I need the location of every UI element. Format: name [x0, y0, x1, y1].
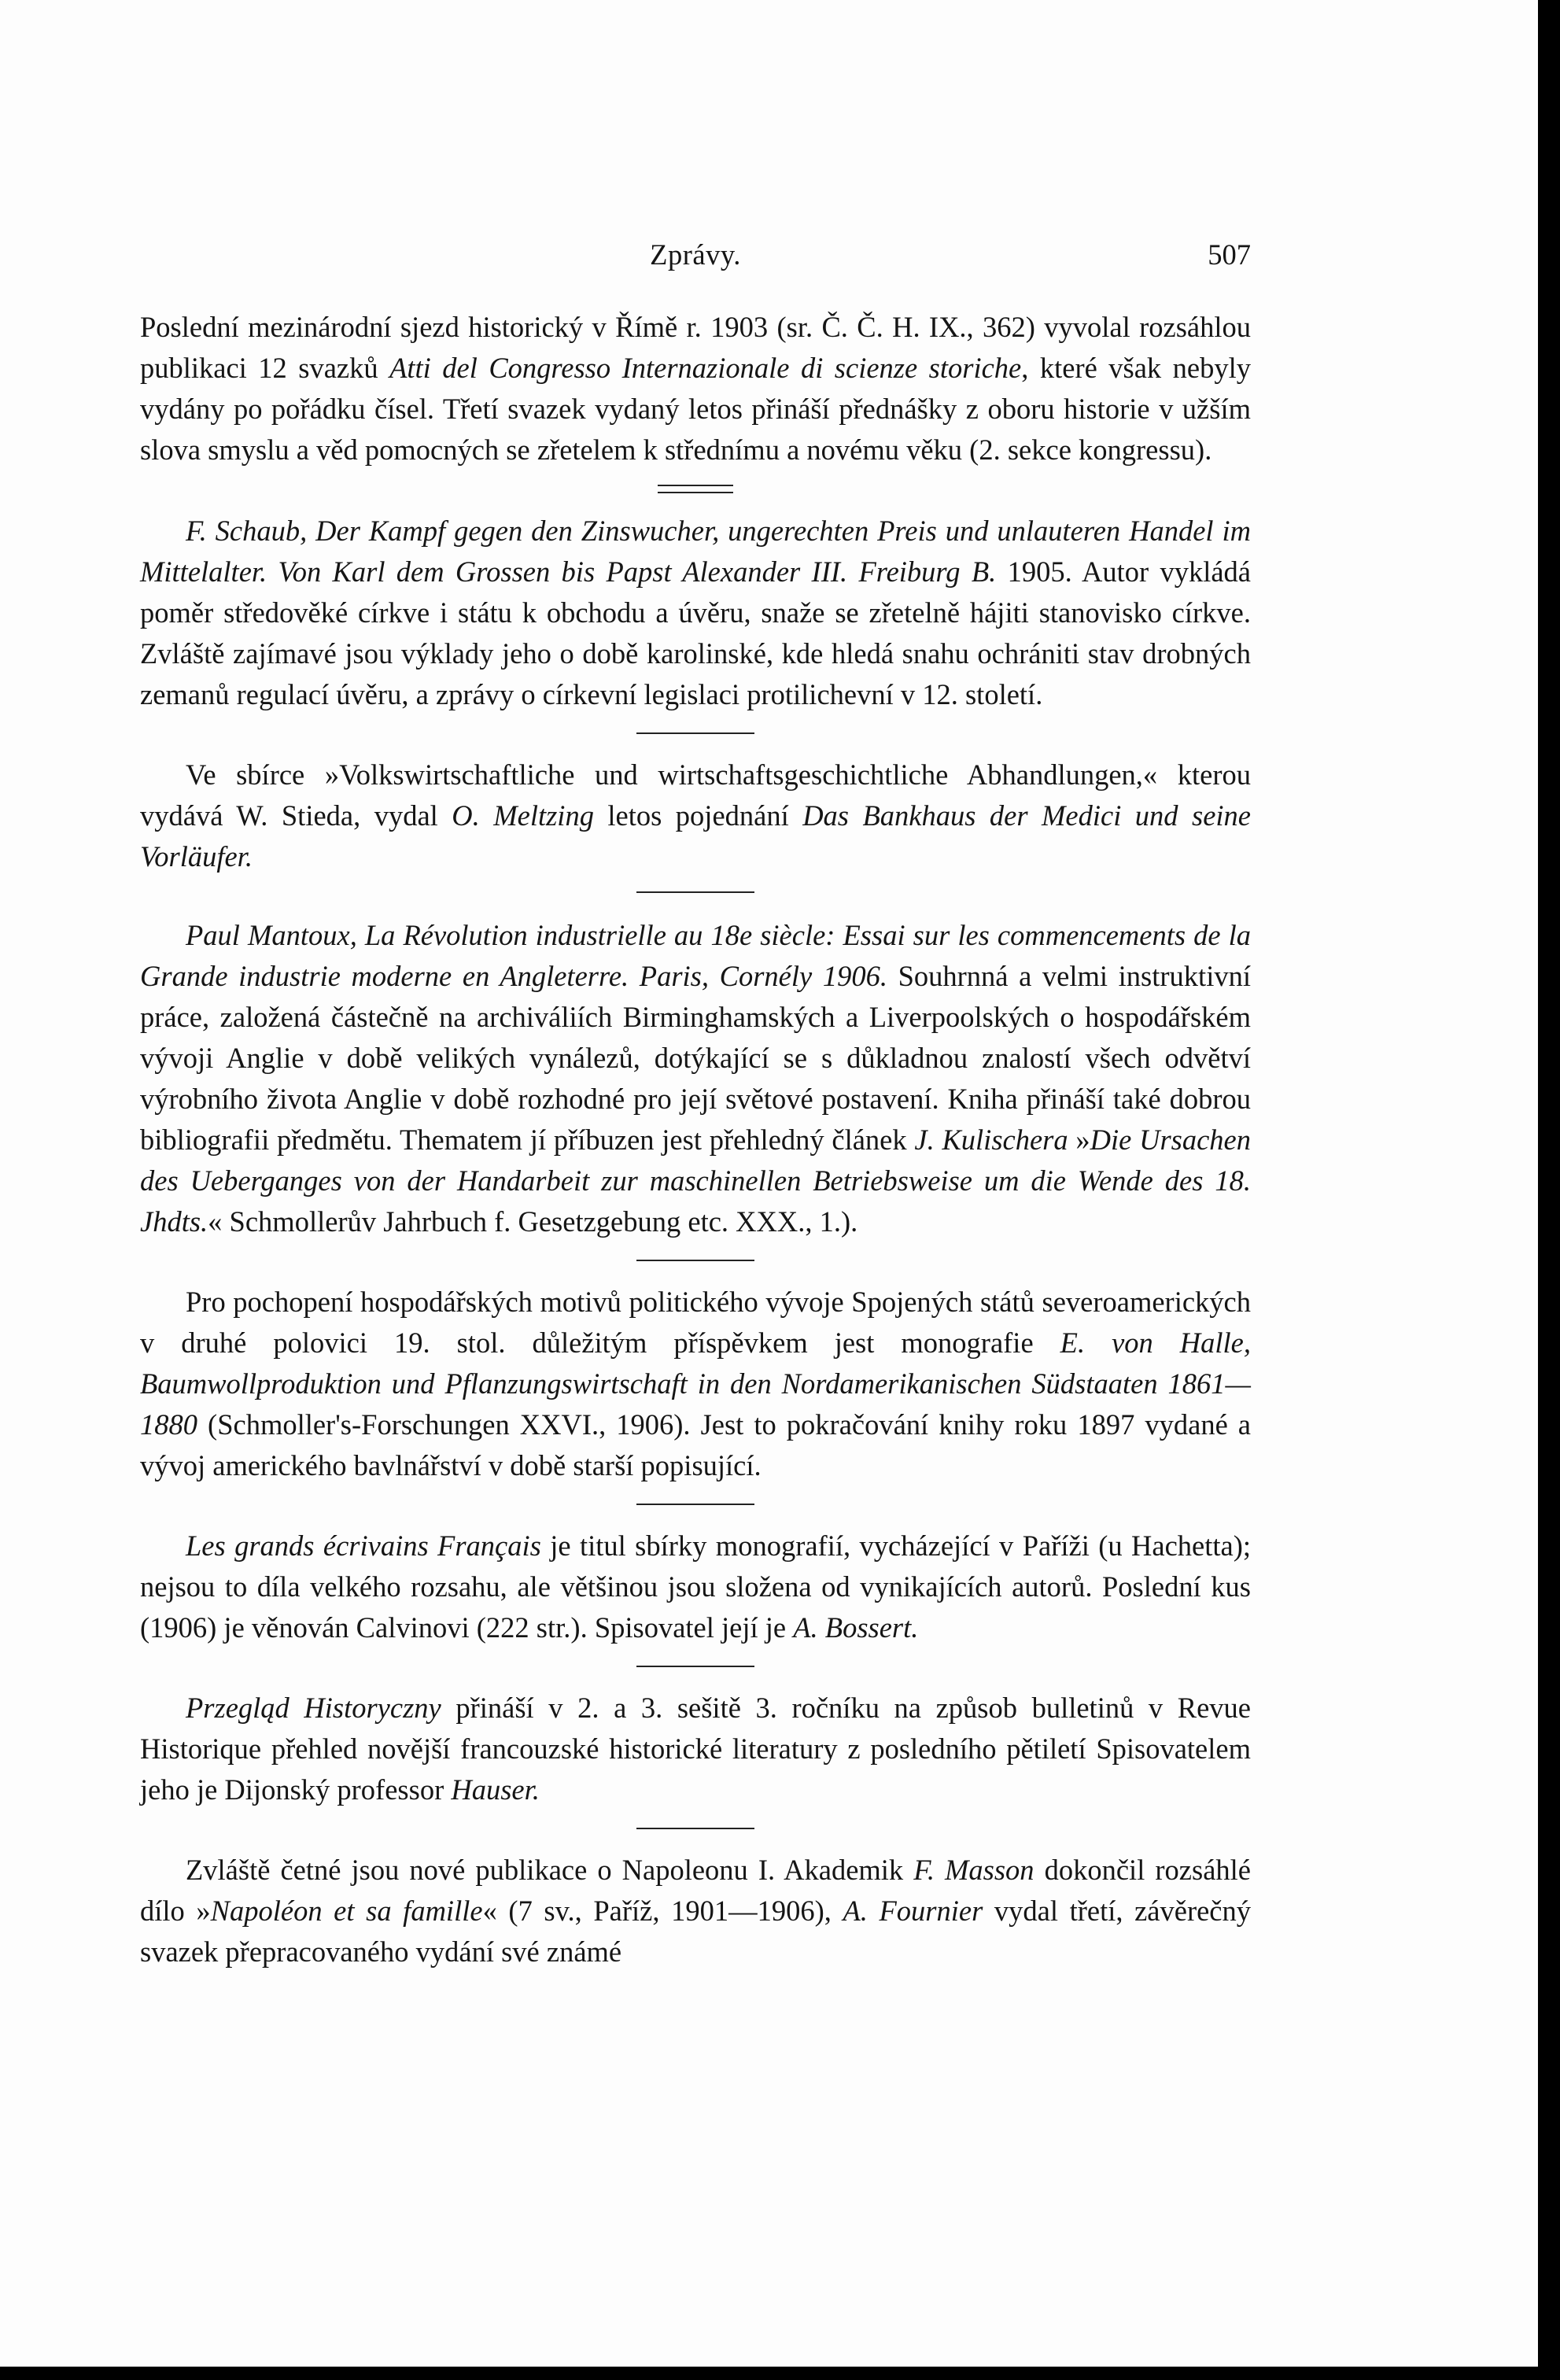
italic-title: Les grands écrivains Français [186, 1529, 541, 1562]
paragraph-napoleon [140, 1850, 1251, 1972]
italic-title: Paul Mantoux, La Révolution industrielle au 18e siècle: Essai sur les commencements de la Grande industrie moderne en Angleterre. Paris, Cornély 1906. [140, 919, 1251, 992]
text-run: dokončil rozsáhlé dílo » [140, 1854, 1251, 1927]
paragraph-schaub [140, 511, 1251, 715]
text-run: Ve sbírce »Volkswirtschaftliche und wirtschaftsgeschichtliche Abhandlungen,« kterou vydává W. Stieda, vydal [140, 758, 1251, 832]
text-run: , které však nebyly vydány po pořádku čísel. Třetí svazek vydaný letos přináší přednášky z oboru historie v užším slova smyslu a věd pomocných se zřetelem k střednímu a novému věku (2. sekce kongressu). [140, 352, 1251, 466]
page-number: 507 [1208, 238, 1251, 271]
paragraph-grands-ecrivains [140, 1526, 1251, 1648]
italic-title: Das Bankhaus der Medici und seine Vorläufer. [140, 799, 1252, 873]
text-run: letos pojednání [593, 799, 803, 832]
italic-author: J. Kulischera [914, 1124, 1068, 1156]
text-run: Souhrnná a velmi instruktivní práce, založená částečně na archiváliích Birminghamských a Liverpoolských o hospodářském vývoji Anglie v době velikých vynálezů, dotýkající se s důkladnou znalostí všech odvětví výrobního života Anglie v době rozhodné pro její světové postavení. Kniha přináší také dobrou bibliografii předmětu. Thematem jí příbuzen jest přehledný článek [140, 960, 1251, 1156]
paragraph-rome-congress [140, 307, 1251, 470]
text-run: « (7 sv., Paříž, 1901—1906), [482, 1895, 843, 1927]
text-run: přináší v 2. a 3. sešitě 3. ročníku na způsob bulletinů v Revue Historique přehled novější francouzské historické literatury z posledního pětiletí Spisovatelem jeho je Dijonský professor [140, 1692, 1252, 1806]
italic-title: E. von Halle, Baumwollproduktion und Pflanzungswirtschaft in den Nordamerikanischen Südstaaten 1861—1880 [140, 1327, 1251, 1441]
text-run: Poslední mezinárodní sjezd historický v Římě r. 1903 (sr. Č. Č. H. IX., 362) vyvolal rozsáhlou publikaci 12 svazků [140, 311, 1251, 384]
separator [636, 732, 754, 734]
page-content [140, 234, 1251, 1972]
italic-author: O. Meltzing [452, 799, 594, 832]
italic-title: Napoléon et sa famille [210, 1895, 483, 1927]
italic-author: A. Bossert. [793, 1611, 919, 1644]
text-run: 1905. Autor vykládá poměr středověké církve i státu k obchodu a úvěru, snaže se zřetelně hájiti stanovisko církve. Zvláště zajímavé jsou výklady jeho o době karolinské, kde hledá snahu ochrániti stav drobných zemanů regulací úvěru, a zprávy o církevní legislaci protilichevní v 12. století. [140, 555, 1252, 710]
separator [636, 1666, 754, 1667]
text-run: vydal třetí, závěrečný svazek přepracovaného vydání své známé [140, 1895, 1252, 1968]
paragraph-mantoux [140, 915, 1251, 1242]
text-run: je titul sbírky monografií, vycházející v Paříži (u Hachetta); nejsou to díla velkého rozsahu, ale většinou jsou složena od vynikajících autorů. Poslední kus (1906) je věnován Calvinovi (222 str.). Spisovatel její je [140, 1529, 1251, 1644]
separator [636, 1828, 754, 1829]
double-separator [658, 485, 733, 493]
paragraph-meltzing [140, 755, 1251, 877]
italic-title: Atti del Congresso Internazionale di scienze storiche [389, 352, 1022, 384]
italic-title: Przegląd Historyczny [186, 1692, 441, 1724]
separator [636, 1504, 754, 1505]
paragraph-przeglad [140, 1688, 1251, 1810]
text-run: » [1068, 1124, 1090, 1156]
text-run: Zvláště četné jsou nové publikace o Napoleonu I. Akademik [186, 1854, 914, 1886]
header-title: Zprávy. [650, 238, 741, 271]
italic-title: Die Ursachen des Ueberganges von der Handarbeit zur maschinellen Betriebsweise um die Wende des 18. Jhdts. [140, 1124, 1252, 1238]
italic-title: F. Schaub, Der Kampf gegen den Zinswucher, ungerechten Preis und unlauteren Handel im Mittelalter. Von Karl dem Grossen bis Papst Alexander III. Freiburg B. [140, 515, 1251, 588]
text-run: Pro pochopení hospodářských motivů politického vývoje Spojených států severoamerických v druhé polovici 19. stol. důležitým příspěvkem jest monografie [140, 1286, 1251, 1359]
italic-author: A. Fournier [843, 1895, 983, 1927]
separator [636, 1260, 754, 1261]
running-header [140, 234, 1251, 274]
paragraph-von-halle [140, 1282, 1251, 1486]
separator [636, 891, 754, 893]
text-run: (Schmoller's-Forschungen XXVI., 1906). Jest to pokračování knihy roku 1897 vydané a vývoj amerického bavlnářství v době starší popisující. [140, 1408, 1251, 1482]
text-run: « Schmollerův Jahrbuch f. Gesetzgebung etc. XXX., 1.). [208, 1205, 858, 1238]
italic-author: Hauser. [451, 1773, 540, 1806]
italic-author: F. Masson [913, 1854, 1034, 1886]
